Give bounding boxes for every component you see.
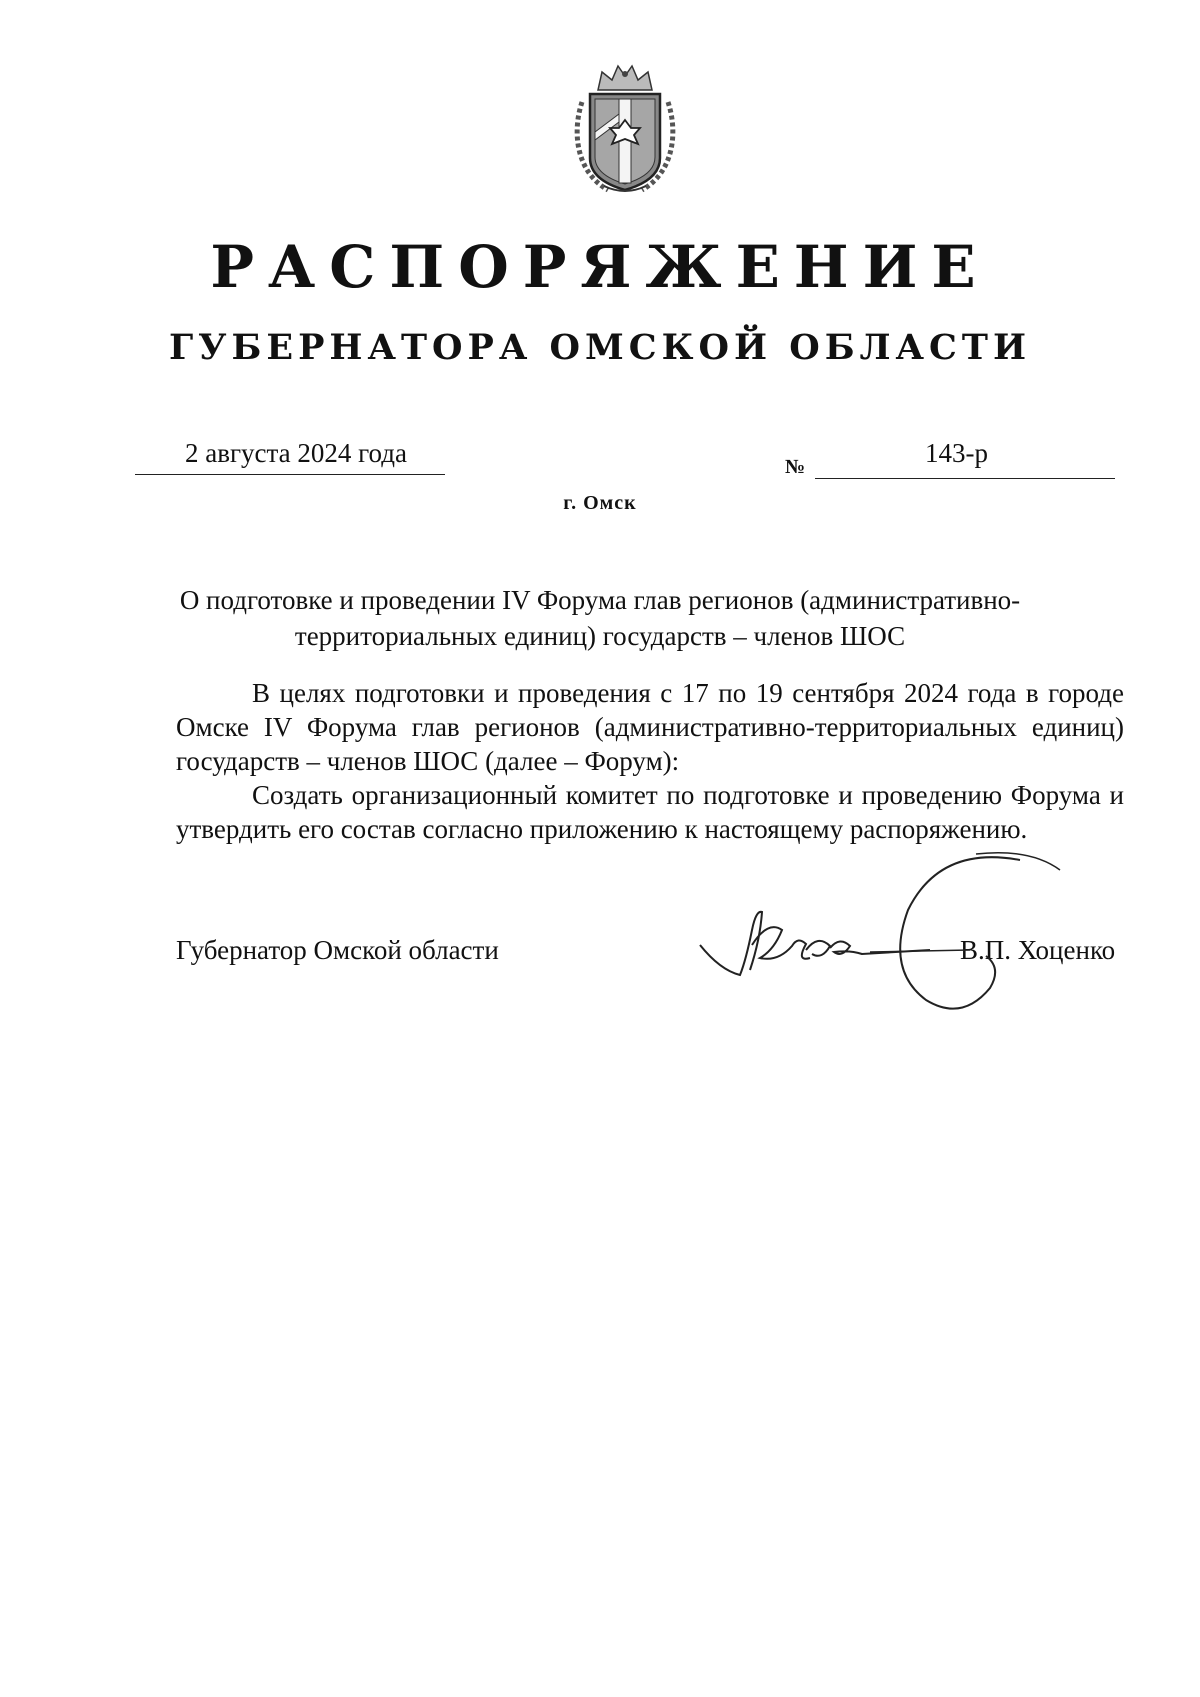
document-heading: О подготовке и проведении IV Форума глав регионов (административно-территориальных единиц) государств – членов ШОС [179, 585, 1021, 651]
signer-name: В.П. Хоценко [960, 935, 1116, 965]
signer-position: Губернатор Омской области [176, 935, 499, 965]
number-field [815, 440, 1115, 479]
document-title: РАСПОРЯЖЕНИЕ [210, 233, 990, 301]
city-label: г. Омск [563, 492, 637, 514]
document-number: 143-р [925, 438, 988, 468]
document-subtitle: ГУБЕРНАТОРА ОМСКОЙ ОБЛАСТИ [168, 327, 1032, 368]
document-date: 2 августа 2024 года [185, 438, 407, 468]
body-paragraph: В целях подготовки и проведения с 17 по 19 сентября 2024 года в городе Омске IV Форума глав регионов (административно-территориальных единиц) государств – членов ШОС (далее – Форум): [176, 678, 1124, 776]
number-sign: № [785, 456, 806, 478]
handwritten-signature-icon [690, 850, 1120, 1020]
date-field [135, 440, 445, 475]
coat-of-arms-icon [568, 62, 682, 196]
body-paragraph: Создать организационный комитет по подготовке и проведению Форума и утвердить его состав согласно приложению к настоящему распоряжению. [176, 780, 1124, 844]
document-body [176, 676, 1124, 846]
